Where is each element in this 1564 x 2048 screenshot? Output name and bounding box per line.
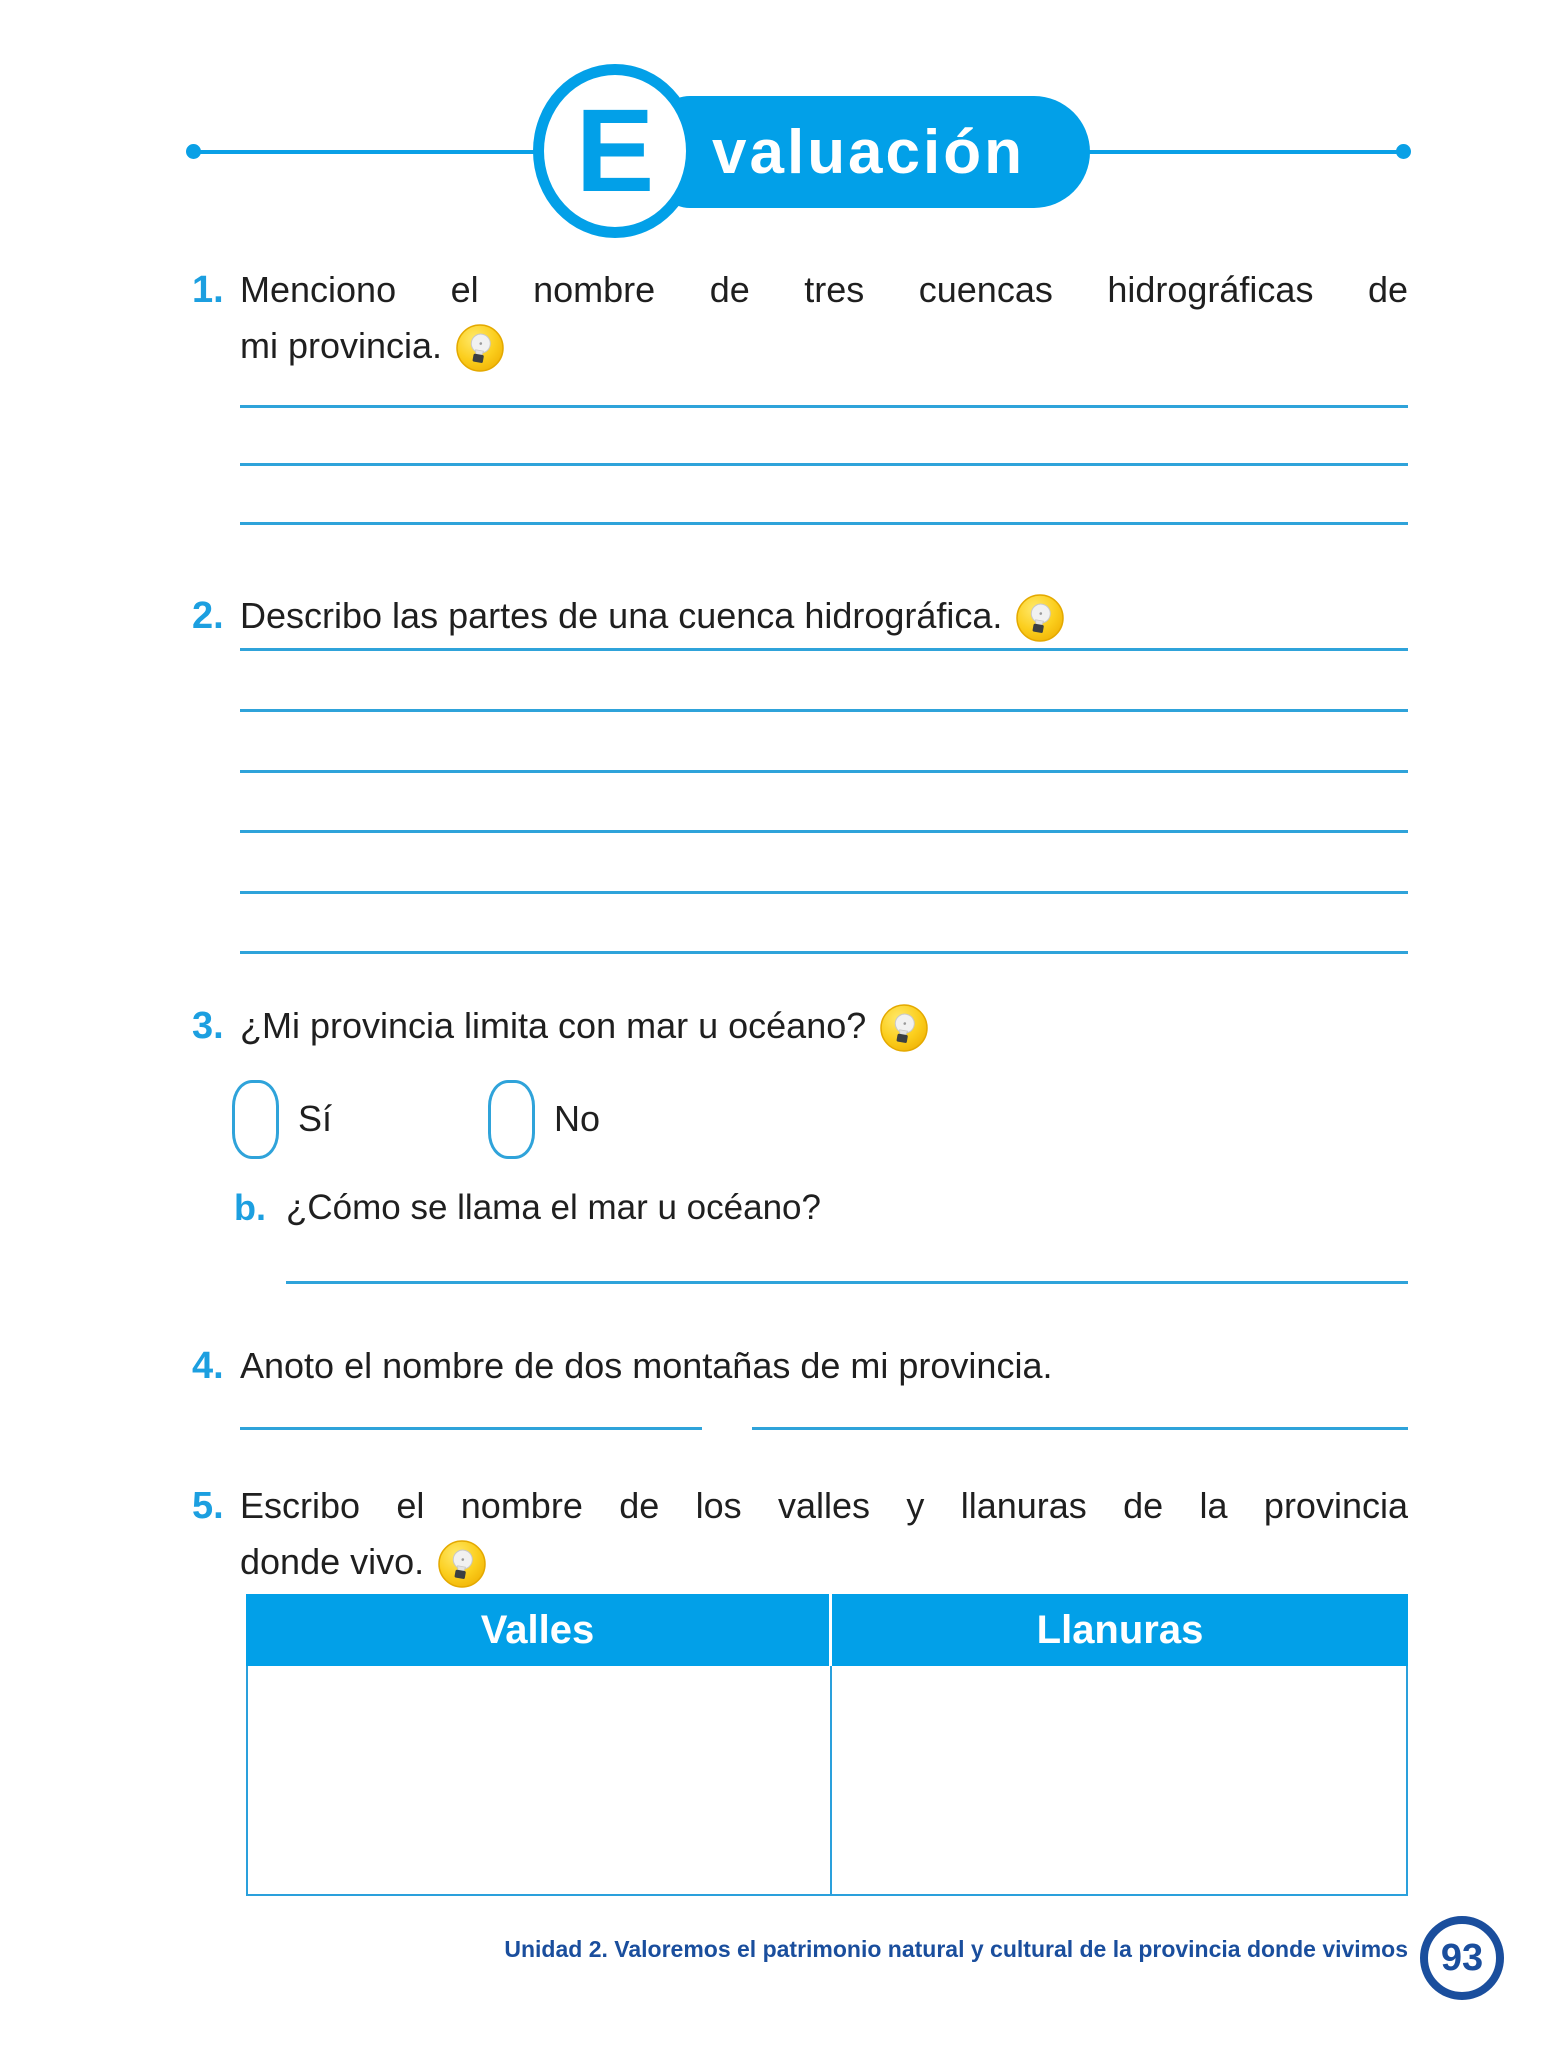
answer-line[interactable] — [240, 405, 1408, 408]
question-2-number: 2. — [192, 595, 224, 637]
question-3b-letter: b. — [234, 1187, 266, 1228]
question-5 — [192, 1478, 1408, 1590]
answer-line[interactable] — [240, 951, 1408, 954]
question-3-line: ¿Mi provincia limita con mar u océano? — [240, 1005, 867, 1046]
question-5-text — [240, 1478, 1408, 1590]
valles-llanuras-table — [246, 1594, 1408, 1896]
evaluation-badge-initial: E — [575, 85, 655, 217]
page-number: 93 — [1440, 1936, 1484, 1979]
question-1-number: 1. — [192, 269, 224, 311]
question-3b-text: ¿Cómo se llama el mar u océano? — [286, 1188, 821, 1227]
question-2-line: Describo las partes de una cuenca hidrográfica. — [240, 595, 1003, 636]
question-1-text — [240, 262, 1408, 374]
table-header-valles: Valles — [246, 1594, 832, 1666]
question-5-line1: Escribo el nombre de los valles y llanuras de la provincia — [240, 1485, 1408, 1526]
question-2-text — [240, 588, 1408, 644]
answer-line[interactable] — [240, 709, 1408, 712]
evaluation-title: valuación — [712, 117, 1025, 187]
answer-line[interactable] — [240, 770, 1408, 773]
footer-unit-title: Unidad 2. Valoremos el patrimonio natural y cultural de la provincia donde vivimos — [504, 1936, 1408, 1962]
header-rule-dot-left — [186, 144, 201, 159]
hint-lightbulb-icon — [1016, 594, 1064, 642]
header-rule-dot-right — [1396, 144, 1411, 159]
question-1 — [192, 262, 1408, 374]
table-cell-valles[interactable] — [248, 1666, 832, 1894]
question-3-text — [240, 998, 1408, 1054]
question-3b — [234, 1182, 821, 1234]
hint-lightbulb-icon — [456, 324, 504, 372]
evaluation-badge — [533, 64, 697, 238]
question-4-text — [240, 1338, 1408, 1394]
answer-line[interactable] — [240, 648, 1408, 651]
evaluation-banner — [656, 96, 1090, 208]
question-1-line1: Menciono el nombre de tres cuencas hidrográficas de — [240, 269, 1408, 310]
question-2 — [192, 588, 1408, 644]
option-label-no: No — [554, 1098, 601, 1139]
option-checkbox-no[interactable] — [488, 1080, 535, 1159]
table-body-row — [246, 1666, 1408, 1896]
page-number-badge — [1420, 1916, 1504, 2000]
answer-line[interactable] — [752, 1427, 1408, 1430]
option-checkbox-si[interactable] — [232, 1080, 279, 1159]
question-3 — [192, 998, 1408, 1054]
table-header-llanuras: Llanuras — [1036, 1607, 1204, 1652]
answer-line[interactable] — [286, 1281, 1408, 1284]
hint-lightbulb-icon — [438, 1540, 486, 1588]
answer-line[interactable] — [240, 1427, 702, 1430]
question-5-number: 5. — [192, 1485, 224, 1527]
table-cell-llanuras[interactable] — [832, 1666, 1406, 1894]
question-1-line2: mi provincia. — [240, 325, 443, 366]
question-4-number: 4. — [192, 1345, 224, 1387]
table-header-row — [246, 1594, 1408, 1666]
option-label-si: Sí — [298, 1098, 333, 1139]
question-4 — [192, 1338, 1408, 1394]
hint-lightbulb-icon — [880, 1004, 928, 1052]
answer-line[interactable] — [240, 830, 1408, 833]
answer-line[interactable] — [240, 522, 1408, 525]
question-3-number: 3. — [192, 1005, 224, 1047]
question-4-line: Anoto el nombre de dos montañas de mi provincia. — [240, 1345, 1053, 1386]
answer-line[interactable] — [240, 891, 1408, 894]
question-5-line2: donde vivo. — [240, 1541, 425, 1582]
answer-line[interactable] — [240, 463, 1408, 466]
